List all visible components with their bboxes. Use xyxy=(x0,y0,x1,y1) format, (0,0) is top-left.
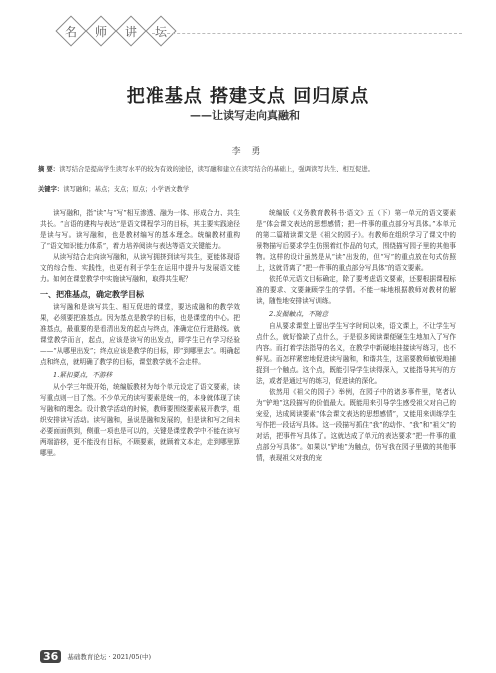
subsection-heading: 2.发掘触点，不随意 xyxy=(269,310,329,318)
right-column xyxy=(256,208,456,464)
page-footer xyxy=(40,650,151,663)
keywords-text: 读写融和；基点；支点；原点；小学语文教学 xyxy=(63,186,190,193)
abstract xyxy=(38,165,466,175)
column-char: 坛 xyxy=(148,18,174,44)
keywords-label: 关键字： xyxy=(38,186,64,193)
abstract-label: 摘 要： xyxy=(38,166,60,173)
paragraph: 自从要求课堂上留出学生写字时间以来，语文课上，不让学生写点什么，就好像缺了点什么，于是很多阅读课便硬生生地加入了写作内容。而打着学法指导的名义，在教学中新硬地挂接读写练习，也不鲜见。而怎样紧密地促进读写融和，和谐共生，这需要教师敏锐地捕捉到一个触点。这个点，既能引导学生读得深入，又能指导其写的方法，或者是通过写的练习，促进读的深化。 xyxy=(256,322,456,385)
keywords xyxy=(38,185,466,195)
article-title: 把准基点 搭建支点 回归原点 xyxy=(126,86,370,107)
column-char: 名 xyxy=(58,18,84,44)
column-char: 讲 xyxy=(118,18,144,44)
paragraph: 从读写结合走向读写融和，从读写拥挤到读写共生，更能体现语文的综合性、实践性，也更有利于学生在运用中提升与发展语文能力。如何在课堂教学中实施读写融和，取得共生呢？ xyxy=(40,253,240,283)
column-tag xyxy=(58,18,174,44)
author: 李 勇 xyxy=(231,147,265,157)
paragraph: 从小学三年级开始，统编版教材为每个单元设定了语文要素，读写重点则一目了然。不少单元的读写要素是统一的，本身就体现了读写融和的理念。设计教学活动的时候，教师要围绕要素展开教学，组织安排读写活动。读写融和，虽说是融和发展的，但是读和写之间未必要面面俱到，侧重一项也是可以的，关键是课堂教学中不能在读写两端游移，更不能没有目标，不顾要素，就顾着文本走，走到哪里算哪里。 xyxy=(40,383,240,457)
subsection-heading: 1.紧扣要点，不游移 xyxy=(53,371,113,379)
paragraph: 读写融和是读写共生、相互促进的课堂，要达成融和的教学效果，必须要把准基点。因为基点是教学的目标，也是课堂的中心。把准基点，最重要的是看清出发的起点与终点，准确定位行进路线。就课堂教学而言，起点，应该是读写的出发点，即学生已有学习经验——“从哪里出发”；终点应该是教学的目标，即“到哪里去”。明确起点和终点，就明确了教学的目标，课堂教学就不会走样。 xyxy=(40,303,240,366)
paragraph: 统编版《义务教育教科书·语文》五（下）第一单元的语文要素是“体会课文表达的思想感情；把一件事的重点部分写具体。”本单元的第二篇精读课文是《祖父的园子》。有教师在组织学习了课文中的景物描写后要求学生仿照着红作品的句式，围绕描写园子里的其他事物。这样的设计虽然是从“读”出发的，但“写”的重点放在句式仿照上，这就背离了“把一件事的重点部分写具体”的语文要素。 xyxy=(256,209,456,272)
journal-info: 基础教育论坛 · 2021/05(中) xyxy=(67,653,152,661)
paragraph: 依托单元语文目标确定，除了要考虑语文要素，还要根据课程标准的要求、文要兼顾学生的学情。不能一味地根据教师对教材的解读，随性地安排读写训练。 xyxy=(256,275,456,305)
column-char: 师 xyxy=(88,18,114,44)
paragraph: 依然用《祖父的园子》举例，在园子中的诸多事件里，笔者认为“铲地”这段描写的价值最大。既能用来引导学生感受祖父对自己的宠爱，达成阅读要素“体会课文表达的思想感情”，又能用来训练学生写作把一段话写具体。这一段描写抓住“我”的动作、“我”和“祖父”的对话，把事件写具体了。这就达成了单元的表达要求“把一件事的重点部分写具体”。如果以“铲地”为触点，仿写我在园子里做的其他事情，表现祖父对我的宠 xyxy=(256,388,456,462)
abstract-text: 读写结合是提高学生读写水平的较为有效的途径，读写融和建立在读写结合的基础上，强调读写共生、相互促进。 xyxy=(59,166,374,173)
section-heading: 一、把准基点，确定教学目标 xyxy=(40,290,144,299)
paragraph: 读写融和，指“读”与“写”相互渗透、融为一体、形成合力、共生共长。“言语的建构与表达”是语文课程学习的目标，其主要实践途径是读与写。读写融和，也是教材编写的基本理念。统编教材重构了“语文知识能力体系”，着力培养阅读与表达等语文关键能力。 xyxy=(40,209,240,250)
divider xyxy=(152,33,462,34)
page-number: 36 xyxy=(40,650,61,663)
article-subtitle: ——让读写走向真融和 xyxy=(190,109,300,122)
left-column xyxy=(40,208,240,459)
